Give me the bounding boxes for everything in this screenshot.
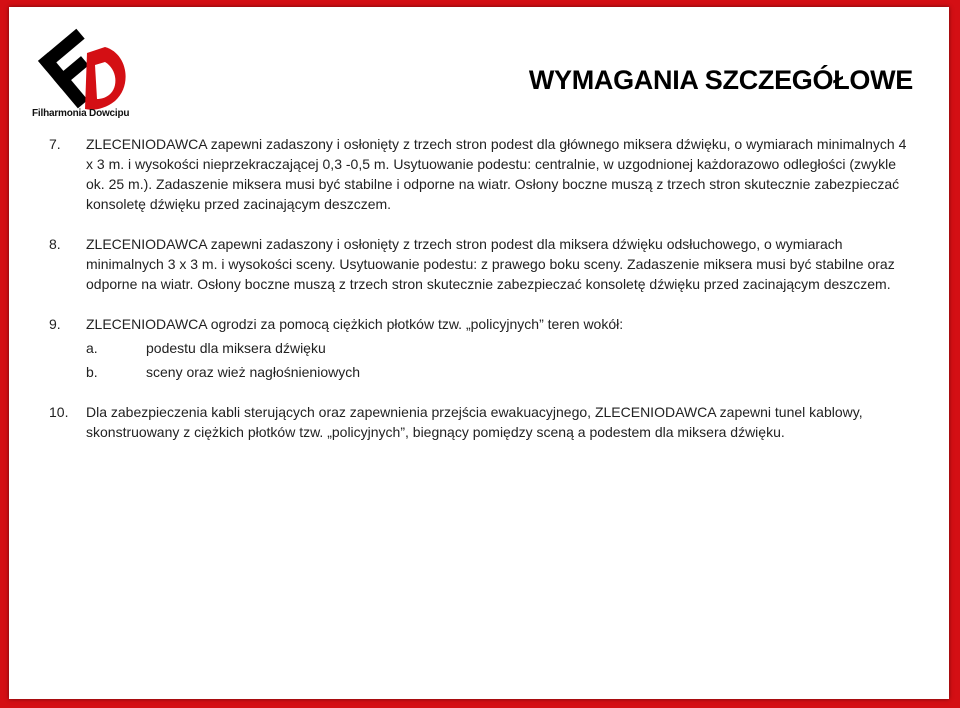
requirements-list [49,134,909,462]
item-number: 8. [49,236,61,252]
sub-item-text: podestu dla miksera dźwięku [146,340,326,356]
logo-caption: Filharmonia Dowcipu [32,108,130,119]
sub-item-text: sceny oraz wież nagłośnieniowych [146,364,360,380]
list-item [49,134,909,214]
list-item [49,402,909,442]
filharmonia-logo-icon [29,13,139,121]
sub-item-letter: a. [86,340,98,356]
item-text: ZLECENIODAWCA zapewni zadaszony i osłonięty z trzech stron podest dla miksera dźwięku odsłuchowego, o wymiarach minimalnych 3 x 3 m. i wysokości sceny. Usytuowanie podestu: z prawego boku sceny. Zadaszenie miksera musi być stabilne oraz odporne na wiatr. Osłony boczne muszą z trzech stron skutecznie zabezpieczać konsoletę dźwięku przed zacinającym deszczem. [86,236,895,292]
slide [9,7,949,699]
page-title: WYMAGANIA SZCZEGÓŁOWE [528,65,913,95]
item-text: ZLECENIODAWCA zapewni zadaszony i osłonięty z trzech stron podest dla głównego miksera dźwięku, o wymiarach minimalnych 4 x 3 m. i wysokości nieprzekraczającej 0,3 -0,5 m. Usytuowanie podestu: centralnie, w uzgodnionej każdorazowo odległości (zwykle ok. 25 m.). Zadaszenie miksera musi być stabilne i odporne na wiatr. Osłony boczne muszą z trzech stron skutecznie zabezpieczać konsoletę dźwięku przed zacinającym deszczem. [86,136,907,212]
list-item [49,234,909,294]
sub-item-letter: b. [86,364,98,380]
list-item [49,314,909,382]
item-number: 10. [49,404,69,420]
sub-list [86,338,909,382]
item-text: Dla zabezpieczenia kabli sterujących oraz zapewnienia przejścia ewakuacyjnego, ZLECENIODAWCA zapewni tunel kablowy, skonstruowany z ciężkich płotków tzw. „policyjnych”, biegnący pomiędzy sceną a podestem dla miksera dźwięku. [86,404,863,440]
item-number: 7. [49,136,61,152]
sub-item [86,362,909,382]
item-text: ZLECENIODAWCA ogrodzi za pomocą ciężkich płotków tzw. „policyjnych” teren wokół: [86,316,624,332]
sub-item [86,338,909,358]
item-number: 9. [49,316,61,332]
